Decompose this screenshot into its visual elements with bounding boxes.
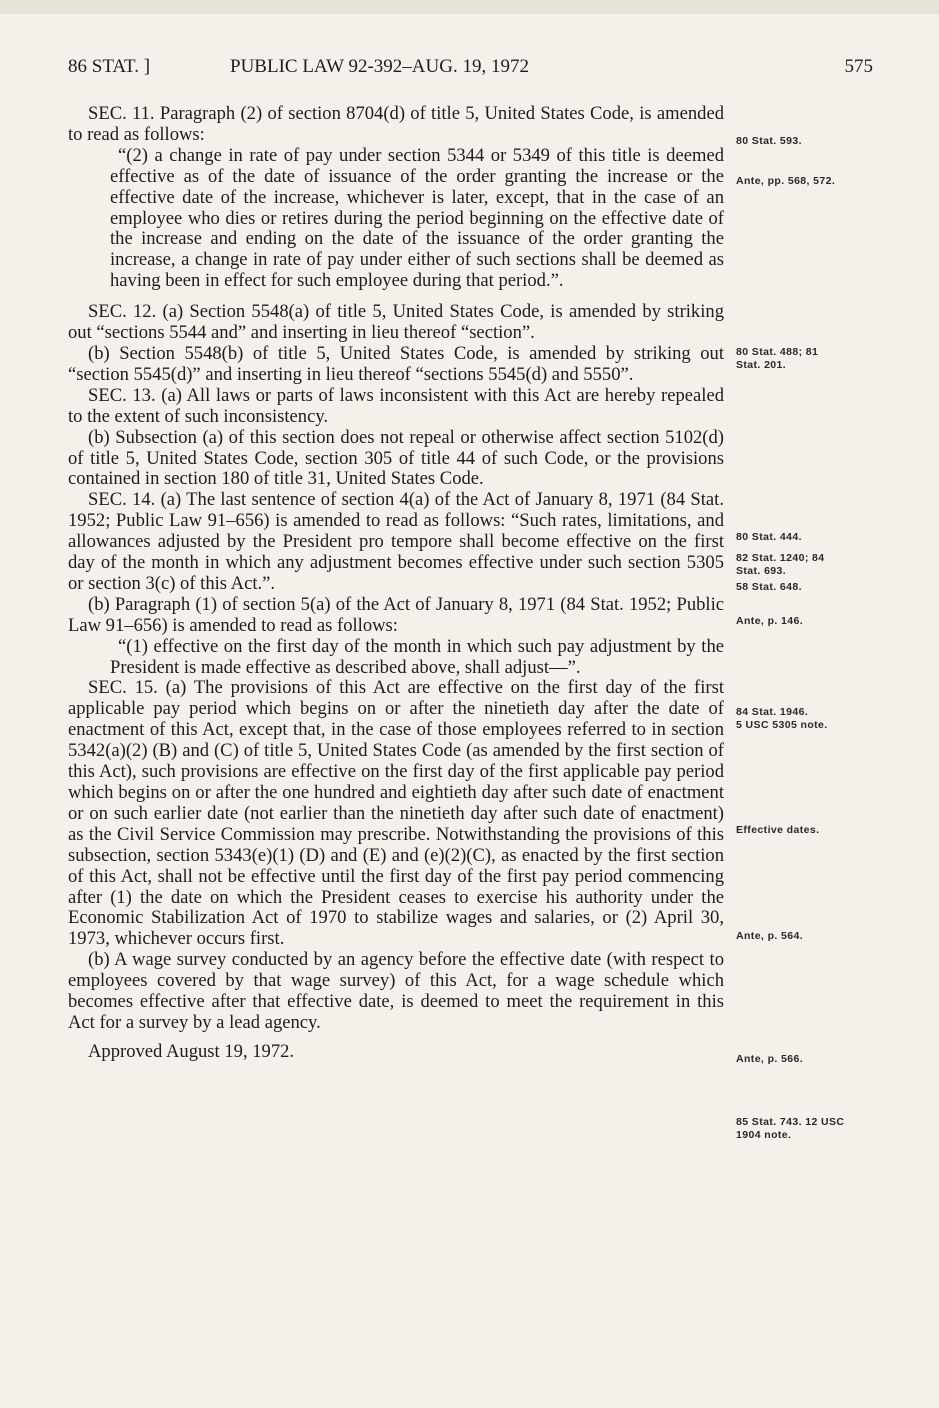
margin-note: 80 Stat. 593. <box>736 135 802 147</box>
margin-note: Ante, p. 566. <box>736 1053 804 1065</box>
header-statute-ref: 86 STAT. ] <box>68 56 151 77</box>
section-12b: (b) Section 5548(b) of title 5, United States Code, is amended by striking out “section 5545(d)” and inserting in lieu thereof “sections 5545(d) and 5550”. <box>68 342 724 385</box>
section-14b-quote: “(1) effective on the first day of the month in which such pay adjustment by the President is made effective as described above, shall adjust—”. <box>110 635 724 678</box>
margin-note: 85 Stat. 743. 12 USC 1904 note. <box>736 1116 845 1141</box>
margin-note: 82 Stat. 1240; 84 Stat. 693. <box>736 552 825 577</box>
section-11-intro: SEC. 11. Paragraph (2) of section 8704(d) of title 5, United States Code, is amended to read as follows: <box>68 103 724 145</box>
margin-note: 58 Stat. 648. <box>736 581 802 593</box>
body-text <box>68 104 724 1063</box>
margin-note: 80 Stat. 488; 81 Stat. 201. <box>736 346 819 371</box>
margin-note: Ante, p. 564. <box>736 930 804 942</box>
header-title: PUBLIC LAW 92-392–AUG. 19, 1972 <box>230 56 529 77</box>
page-header <box>68 56 873 80</box>
section-12a: SEC. 12. (a) Section 5548(a) of title 5, United States Code, is amended by striking out “sections 5544 and” and inserting in lieu thereof “section”. <box>68 301 724 344</box>
section-15b: (b) A wage survey conducted by an agency before the effective date (with respect to employees covered by that wage survey) of this Act, for a wage schedule which becomes effective after that effective date, is deemed to meet the requirement in this Act for a survey by a lead agency. <box>68 949 724 1033</box>
margin-note: Effective dates. <box>736 824 820 836</box>
margin-note: 5 USC 5305 note. <box>736 719 828 731</box>
margin-note: Ante, p. 146. <box>736 615 804 627</box>
section-14b: (b) Paragraph (1) of section 5(a) of the Act of January 8, 1971 (84 Stat. 1952; Public Law 91–656) is amended to read as follows: <box>68 593 724 636</box>
margin-note: Ante, pp. 568, 572. <box>736 175 836 187</box>
margin-note: 80 Stat. 444. <box>736 531 802 543</box>
section-14a: SEC. 14. (a) The last sentence of section 4(a) of the Act of January 8, 1971 (84 Stat. 1952; Public Law 91–656) is amended to read as follows: “Such rates, limitations, and allowances adjusted by the President pro tempore shall become effective on the first day of the month in which any adjustment becomes effective under such section 5305 or section 3(c) of this Act.”. <box>68 489 724 594</box>
margin-note: 84 Stat. 1946. <box>736 706 809 718</box>
page-number: 575 <box>844 56 873 77</box>
section-13a: SEC. 13. (a) All laws or parts of laws inconsistent with this Act are hereby repealed to the extent of such inconsistency. <box>68 384 724 427</box>
section-15a: SEC. 15. (a) The provisions of this Act are effective on the first day of the first applicable pay period which begins on or after the ninetieth day after the date of enactment of this Act, except that, in the case of those employees referred to in section 5342(a)(2) (B) and (C) of title 5, United States Code (as amended by the first section of this Act), such provisions are effective on the first day of the first applicable pay period which begins on or after the one hundred and eightieth day after such date of enactment or on such earlier date (not earlier than the ninetieth day after such date of enactment) as the Civil Service Commission may prescribe. Notwithstanding the provisions of this subsection, section 5343(e)(1) (D) and (E) and (e)(2)(C), as enacted by the first section of this Act, shall not be effective until the first day of the first pay period commencing after (1) the date on which the President ceases to exercise his authority under the Economic Stabilization Act of 1970 to stabilize wages and salaries, or (2) April 30, 1973, whichever occurs first. <box>68 677 724 950</box>
page-top-edge <box>0 0 939 14</box>
section-13b: (b) Subsection (a) of this section does not repeal or otherwise affect section 5102(d) of title 5, United States Code, section 305 of title 44 of such Code, or the provisions contained in section 180 of title 31, United States Code. <box>68 426 724 490</box>
approval-line: Approved August 19, 1972. <box>88 1040 295 1062</box>
section-11-quote: “(2) a change in rate of pay under section 5344 or 5349 of this title is deemed effective as of the date of issuance of the order granting the increase or the effective date of the increase, whichever is later, except, that in the case of an employee who dies or retires during the period beginning on the effective date of the increase and ending on the date of the issuance of the order granting the increase, a change in rate of pay under either of such sections shall be deemed as having been in effect for such employee during that period.”. <box>110 144 724 292</box>
